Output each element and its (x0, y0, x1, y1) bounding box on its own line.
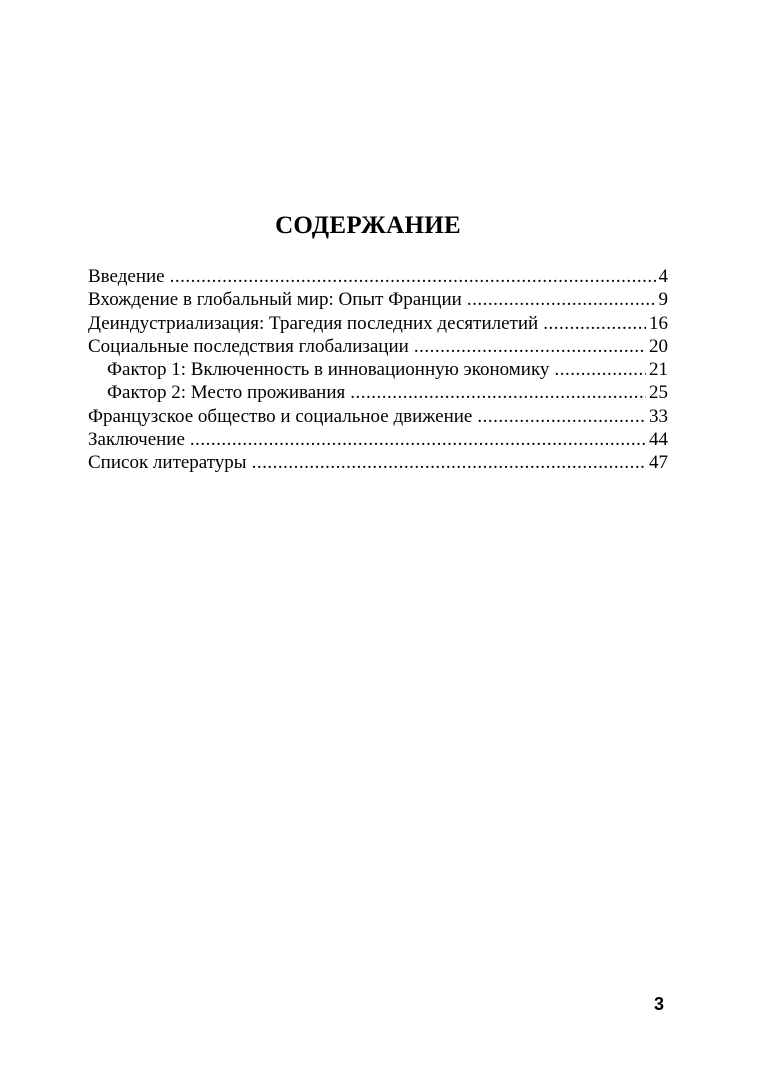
toc-entry-french-society[interactable] (88, 405, 668, 428)
toc-entry-page: 25 (649, 382, 668, 404)
toc-entry-label: Деиндустриализация: Трагедия последних десятилетий (88, 312, 539, 334)
toc-dot-leader (414, 335, 646, 358)
toc-dot-leader (252, 451, 646, 474)
toc-dot-leader (543, 312, 646, 335)
toc-entry-page: 9 (658, 289, 668, 311)
toc-dot-leader (170, 265, 656, 288)
toc-heading: СОДЕРЖАНИЕ (275, 212, 461, 239)
toc-entry-factor-2[interactable] (88, 381, 668, 404)
toc-dot-leader (190, 428, 646, 451)
toc-entry-label: Французское общество и социальное движение (88, 405, 473, 427)
toc-entry-page: 20 (649, 335, 668, 357)
toc-entry-label: Введение (88, 266, 165, 287)
toc-entry-factor-1[interactable] (88, 358, 668, 381)
toc-dot-leader (554, 358, 646, 381)
toc-entry-label: Заключение (88, 429, 185, 451)
toc-entry-social-consequences[interactable] (88, 335, 668, 358)
toc-entry-page: 4 (658, 266, 668, 287)
toc-entry-label: Социальные последствия глобализации (88, 335, 409, 357)
toc-entry-page: 21 (649, 359, 668, 381)
toc-entry-label: Фактор 2: Место проживания (107, 382, 346, 404)
toc-entry-label: Вхождение в глобальный мир: Опыт Франции (88, 289, 462, 311)
toc-entry-bibliography[interactable] (88, 451, 668, 474)
toc-entry-global-world[interactable] (88, 288, 668, 311)
toc-entry-introduction[interactable] (88, 265, 668, 288)
toc-entry-page: 44 (649, 429, 668, 451)
toc-entry-label: Фактор 1: Включенность в инновационную экономику (107, 359, 550, 381)
toc-entry-label: Список литературы (88, 452, 247, 474)
toc-entry-conclusion[interactable] (88, 428, 668, 451)
toc-dot-leader (477, 405, 646, 428)
toc-entry-page: 16 (649, 312, 668, 334)
toc-entry-page: 33 (649, 405, 668, 427)
toc-dot-leader (467, 288, 656, 311)
toc-entry-page: 47 (649, 452, 668, 474)
table-of-contents (88, 265, 668, 475)
page-number: 3 (654, 994, 665, 1014)
toc-dot-leader (350, 381, 646, 404)
toc-entry-deindustrialization[interactable] (88, 312, 668, 335)
